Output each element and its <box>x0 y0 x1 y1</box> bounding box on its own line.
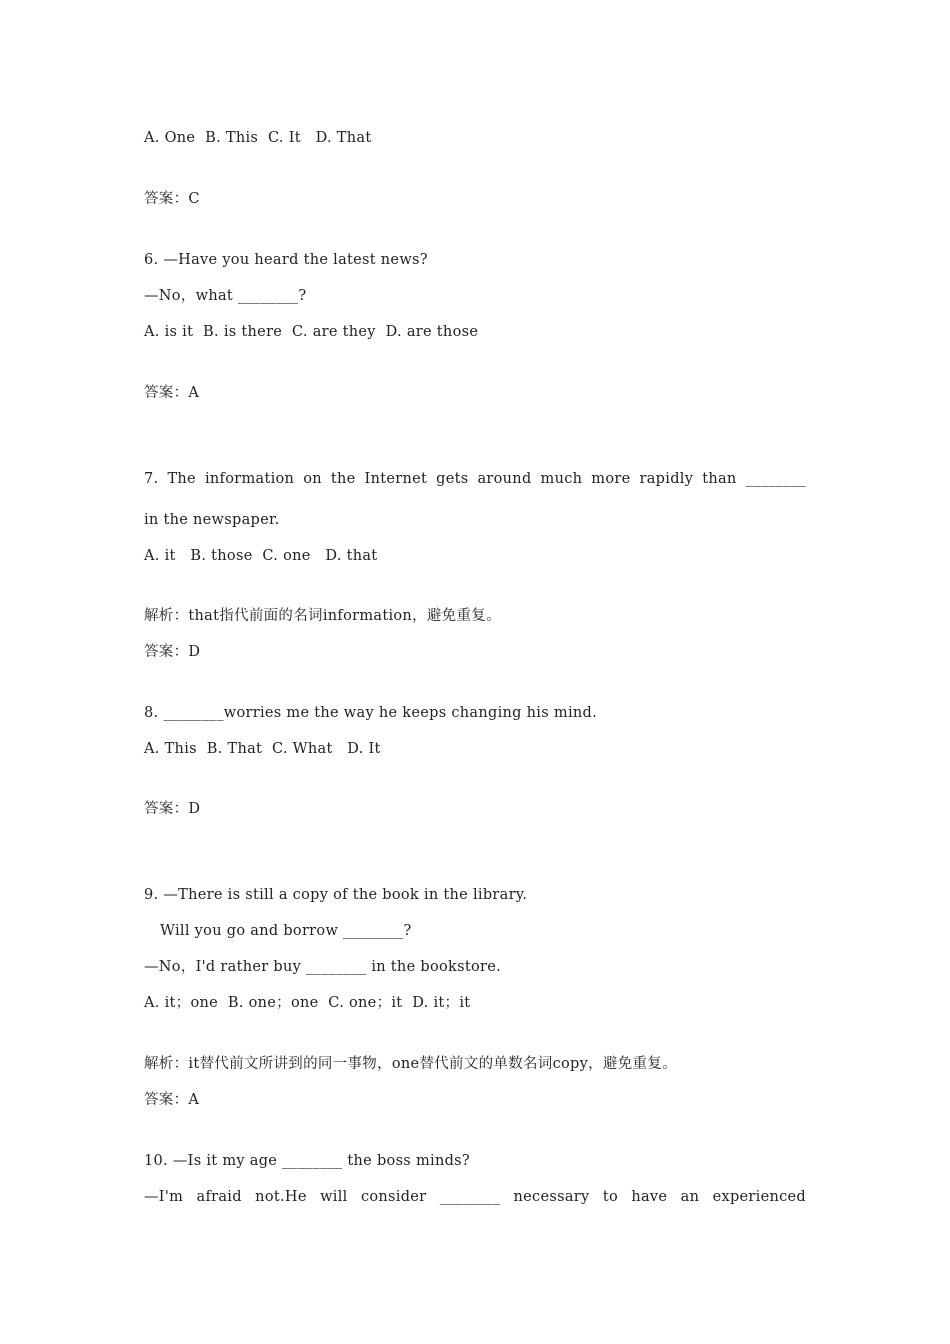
q6-answer: 答案：A <box>144 385 200 401</box>
q9-question-line-2: Will you go and borrow ________? <box>160 923 412 939</box>
q8-options: A. This B. That C. What D. It <box>144 741 381 757</box>
q5-options: A. One B. This C. It D. That <box>144 130 372 146</box>
q6-options: A. is it B. is there C. are they D. are those <box>144 324 479 340</box>
q6-question: 6. —Have you heard the latest news? <box>144 252 428 268</box>
q5-answer: 答案：C <box>144 191 200 207</box>
q6-reply: —No，what ________? <box>144 288 307 304</box>
q7-options: A. it B. those C. one D. that <box>144 548 378 564</box>
q7-question-line-1: 7. The information on the Internet gets around much more rapidly than ________ <box>144 471 806 487</box>
q9-reply: —No，I'd rather buy ________ in the bookstore. <box>144 959 502 975</box>
q10-reply: —I'm afraid not.He will consider ________ necessary to have an experienced <box>144 1189 806 1205</box>
q9-answer: 答案：A <box>144 1092 200 1108</box>
q8-answer: 答案：D <box>144 801 201 817</box>
q10-question: 10. —Is it my age ________ the boss minds? <box>144 1153 470 1169</box>
q7-question-line-2: in the newspaper. <box>144 512 280 528</box>
q9-question: 9. —There is still a copy of the book in the library. <box>144 887 528 903</box>
q9-options: A. it；one B. one；one C. one；it D. it；it <box>144 995 471 1011</box>
q9-analysis: 解析：it替代前文所讲到的同一事物，one替代前文的单数名词copy，避免重复。 <box>144 1056 677 1072</box>
q8-question: 8. ________worries me the way he keeps changing his mind. <box>144 705 598 721</box>
q7-analysis: 解析：that指代前面的名词information，避免重复。 <box>144 608 501 624</box>
q7-answer: 答案：D <box>144 644 201 660</box>
